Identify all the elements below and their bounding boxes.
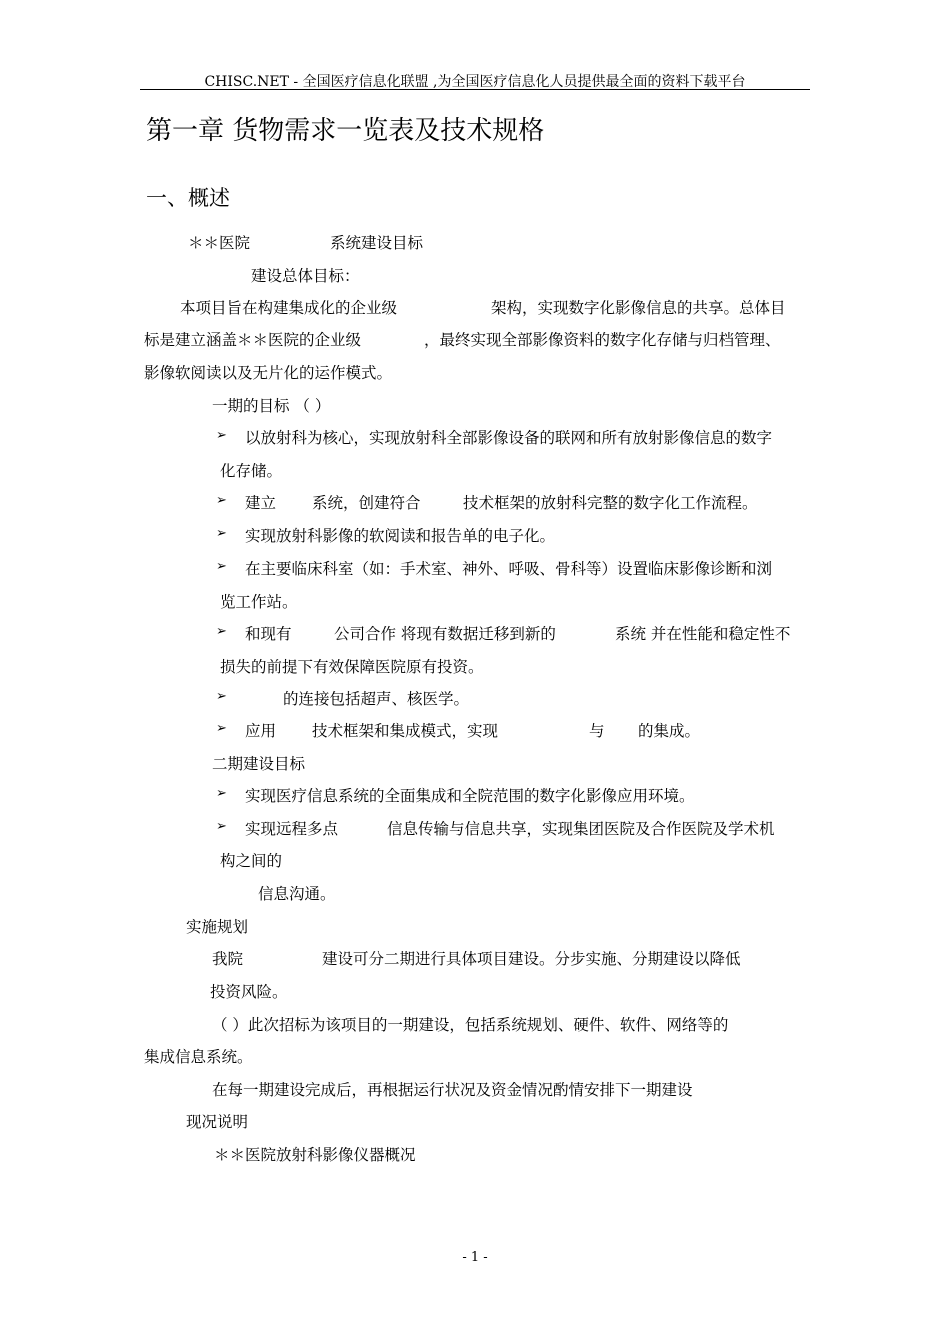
plan-line1-part2: 建设可分二期进行具体项目建设。分步实施、分期建设以降低: [322, 950, 741, 968]
phase2-heading: 二期建设目标: [212, 755, 306, 773]
section-title: 一、概述: [146, 186, 230, 210]
bullet-icon: ➢: [216, 819, 227, 834]
plan-line2: 投资风险。: [210, 983, 288, 1001]
plan-heading: 实施规划: [186, 918, 249, 936]
status-line1: ＊＊医院放射科影像仪器概况: [214, 1146, 416, 1164]
phase1-item2-part1: 建立: [245, 494, 277, 512]
bullet-icon: ➢: [216, 493, 227, 508]
phase1-item5-part2: 公司合作 将现有数据迁移到新的: [334, 625, 556, 643]
phase1-item2-part3: 技术框架的放射科完整的数字化工作流程。: [463, 494, 758, 512]
overview-para-line1-part1: 本项目旨在构建集成化的企业级: [180, 299, 398, 317]
page-header: CHISC.NET - 全国医疗信息化联盟 ,为全国医疗信息化人员提供最全面的资料下载平台: [204, 74, 746, 90]
overview-para-line3: 影像软阅读以及无片化的运作模式。: [144, 364, 393, 382]
bullet-icon: ➢: [216, 526, 227, 541]
phase1-item1-line2: 化存储。: [220, 462, 283, 480]
bullet-icon: ➢: [216, 689, 227, 704]
overview-para-line2-part1: 标是建立涵盖＊＊医院的企业级: [144, 331, 362, 349]
phase1-item3: 实现放射科影像的软阅读和报告单的电子化。: [245, 527, 556, 545]
status-heading: 现况说明: [186, 1113, 249, 1131]
phase1-item2-part2: 系统，创建符合: [312, 494, 421, 512]
phase1-item5-part1: 和现有: [245, 625, 292, 643]
phase2-item2-part1: 实现远程多点: [245, 820, 339, 838]
plan-line4: 集成信息系统。: [144, 1048, 253, 1066]
phase1-item1-line1: 以放射科为核心，实现放射科全部影像设备的联网和所有放射影像信息的数字: [245, 429, 773, 447]
phase1-item7-part3: 与: [589, 722, 605, 740]
phase2-item2-part2: 信息传输与信息共享，实现集团医院及合作医院及学术机: [387, 820, 775, 838]
phase2-item2-line3: 信息沟通。: [258, 885, 336, 903]
overview-para-line1-part2: 架构，实现数字化影像信息的共享。总体目: [491, 299, 786, 317]
plan-line5: 在每一期建设完成后，再根据运行状况及资金情况酌情安排下一期建设: [212, 1081, 693, 1099]
phase1-item4-line2: 览工作站。: [220, 593, 298, 611]
page-number: - 1 -: [462, 1250, 488, 1265]
phase1-item5-part3: 系统 并在性能和稳定性不: [615, 625, 791, 643]
overall-goal-label: 建设总体目标：: [251, 267, 360, 285]
bullet-icon: ➢: [216, 786, 227, 801]
header-rule: [140, 89, 810, 90]
plan-line3: （ ）此次招标为该项目的一期建设，包括系统规划、硬件、软件、网络等的: [212, 1016, 729, 1034]
bullet-icon: ➢: [216, 559, 227, 574]
bullet-icon: ➢: [216, 428, 227, 443]
bullet-icon: ➢: [216, 624, 227, 639]
phase1-heading: 一期的目标 （ ）: [212, 397, 331, 415]
phase1-item7-part2: 技术框架和集成模式，实现: [312, 722, 499, 740]
phase1-item7-part4: 的集成。: [638, 722, 701, 740]
bullet-icon: ➢: [216, 721, 227, 736]
phase1-item6: 的连接包括超声、核医学。: [283, 690, 470, 708]
chapter-title: 第一章 货物需求一览表及技术规格: [146, 116, 545, 146]
phase1-item4-line1: 在主要临床科室（如：手术室、神外、呼吸、骨科等）设置临床影像诊断和浏: [245, 560, 773, 578]
plan-line1-part1: 我院: [212, 950, 244, 968]
phase1-item5-line2: 损失的前提下有效保障医院原有投资。: [220, 658, 484, 676]
overview-para-line2-part2: ，最终实现全部影像资料的数字化存储与归档管理、: [424, 331, 781, 349]
phase2-item2-line2: 构之间的: [220, 852, 283, 870]
phase1-item7-part1: 应用: [245, 722, 277, 740]
goal-heading-part1: ＊＊医院: [188, 234, 251, 252]
goal-heading-part2: 系统建设目标: [330, 234, 424, 252]
phase2-item1: 实现医疗信息系统的全面集成和全院范围的数字化影像应用环境。: [245, 787, 695, 805]
